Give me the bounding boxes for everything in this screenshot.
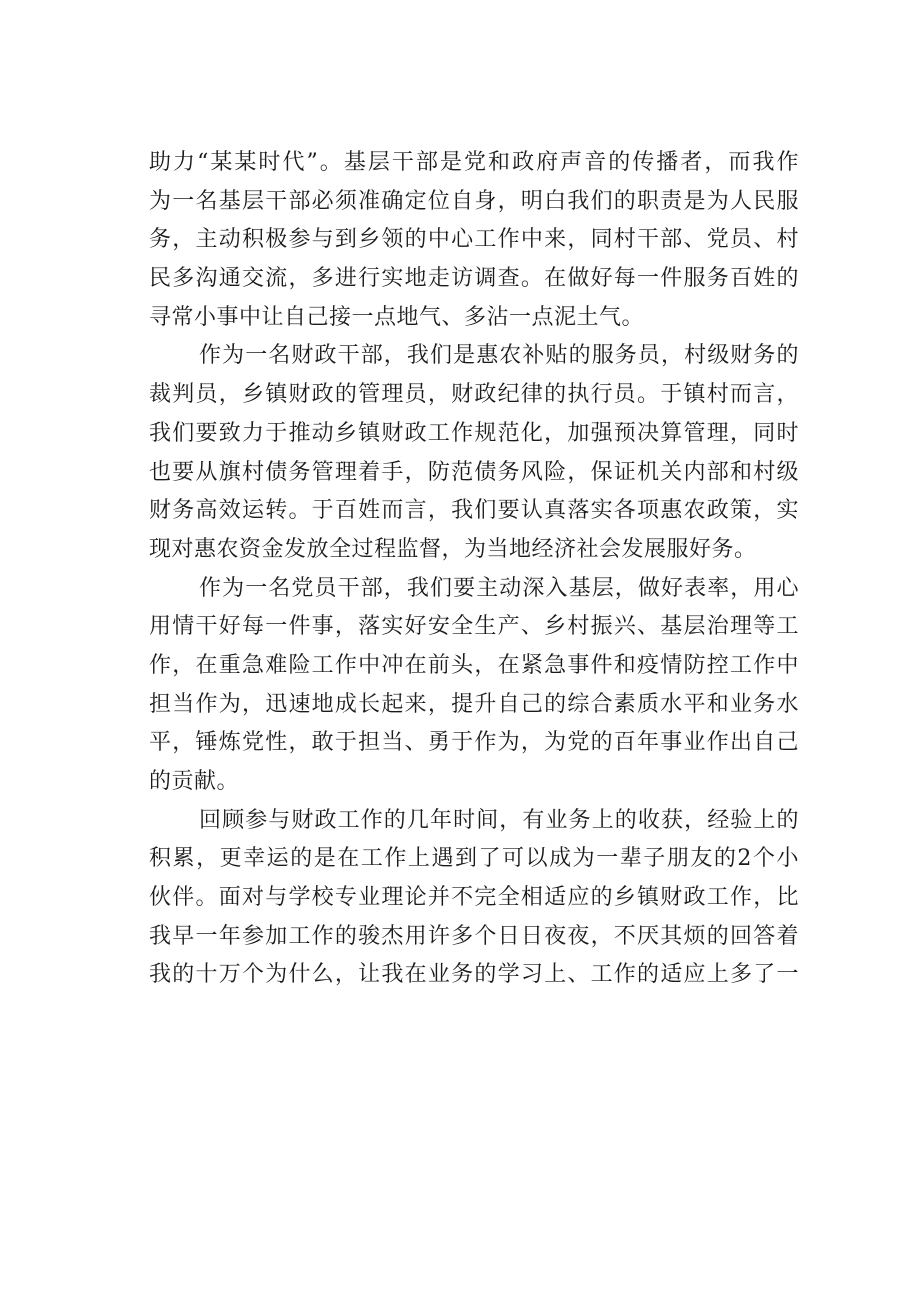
paragraph bbox=[149, 570, 799, 802]
text-line: 伙伴。面对与学校专业理论并不完全相适应的乡镇财政工作，比 bbox=[149, 885, 799, 911]
text-line: 的贡献。 bbox=[149, 769, 240, 794]
text-line: 我的十万个为什么，让我在业务的学习上、工作的适应上多了一 bbox=[149, 962, 799, 988]
text-line: 也要从旗村债务管理着手，防范债务风险，保证机关内部和村级 bbox=[149, 459, 799, 485]
text-line: 现对惠农资金发放全过程监督，为当地经济社会发展服好务。 bbox=[149, 536, 757, 562]
text-line: 作为一名党员干部，我们要主动深入基层，做好表率，用心 bbox=[199, 575, 799, 601]
text-line: 平，锤炼党性，敢于担当、勇于作为，为党的百年事业作出自己 bbox=[149, 730, 799, 756]
text-line: 积累，更幸运的是在工作上遇到了可以成为一辈子朋友的2个小 bbox=[149, 846, 799, 872]
text-line: 助力“某某时代”。基层干部是党和政府声音的传播者，而我作 bbox=[149, 150, 799, 175]
text-line: 务，主动积极参与到乡领的中心工作中来，同村干部、党员、村 bbox=[149, 227, 799, 253]
text-line: 作，在重急难险工作中冲在前头，在紧急事件和疫情防控工作中 bbox=[149, 652, 799, 678]
paragraph bbox=[149, 802, 799, 995]
text-line: 民多沟通交流，多进行实地走访调查。在做好每一件服务百姓的 bbox=[149, 266, 799, 292]
text-line: 用情干好每一件事，落实好安全生产、乡村振兴、基层治理等工 bbox=[149, 614, 799, 640]
text-line: 为一名基层干部必须准确定位自身，明白我们的职责是为人民服 bbox=[149, 188, 799, 214]
text-line: 我们要致力于推动乡镇财政工作规范化，加强预决算管理，同时 bbox=[149, 420, 799, 446]
text-line: 作为一名财政干部，我们是惠农补贴的服务员，村级财务的 bbox=[199, 343, 799, 369]
paragraph bbox=[149, 337, 799, 569]
paragraph bbox=[149, 144, 799, 337]
text-line: 回顾参与财政工作的几年时间，有业务上的收获，经验上的 bbox=[199, 807, 799, 833]
text-line: 我早一年参加工作的骏杰用许多个日日夜夜，不厌其烦的回答着 bbox=[149, 923, 799, 949]
text-line: 裁判员，乡镇财政的管理员，财政纪律的执行员。于镇村而言， bbox=[149, 382, 799, 408]
text-line: 担当作为，迅速地成长起来，提升自己的综合素质水平和业务水 bbox=[149, 691, 799, 717]
body-text bbox=[149, 144, 799, 995]
text-line: 寻常小事中让自己接一点地气、多沾一点泥土气。 bbox=[149, 304, 645, 330]
text-line: 财务高效运转。于百姓而言，我们要认真落实各项惠农政策，实 bbox=[149, 498, 799, 524]
